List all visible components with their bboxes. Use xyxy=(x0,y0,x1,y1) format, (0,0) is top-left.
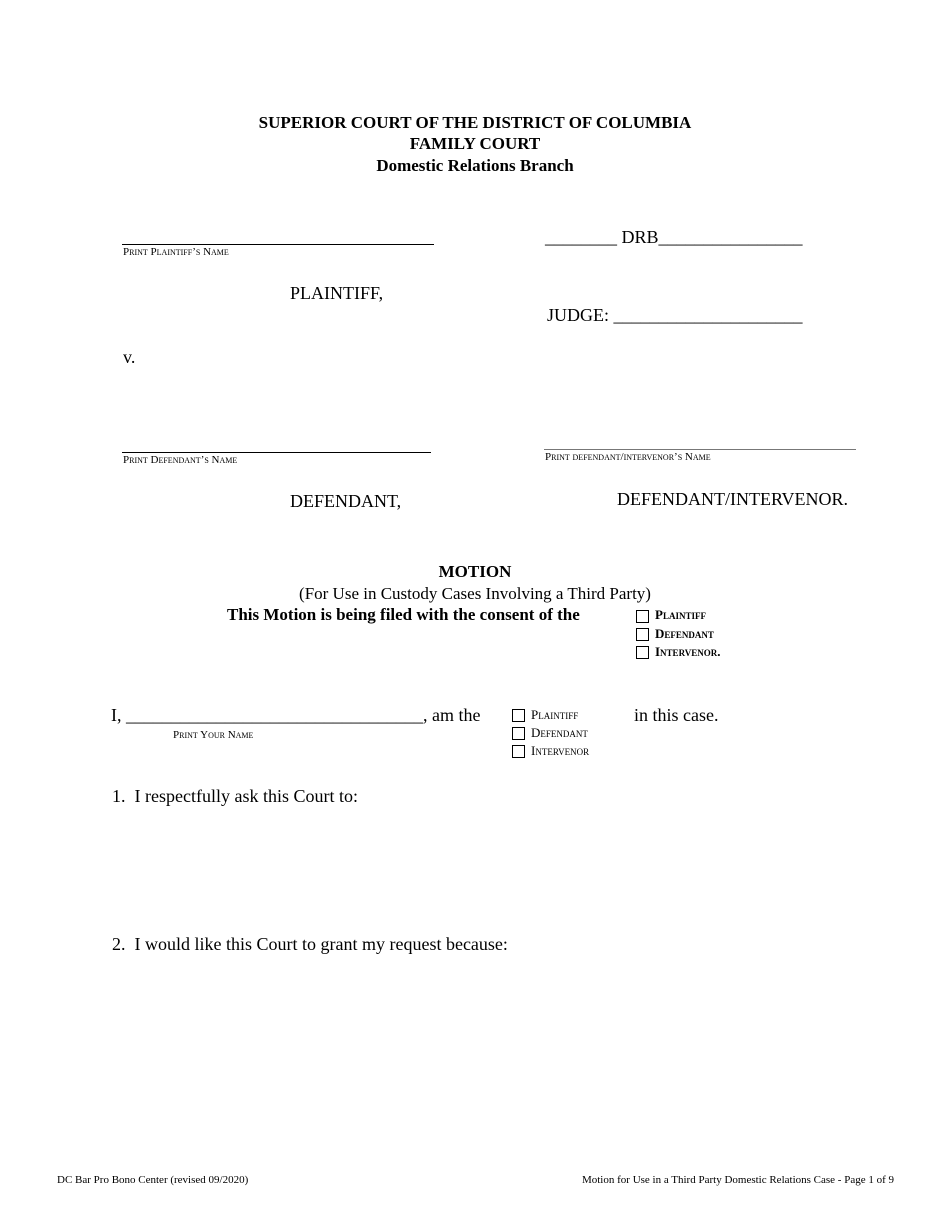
filer-intervenor-checkbox[interactable] xyxy=(512,745,525,758)
filer-prefix: I, xyxy=(111,705,122,725)
plaintiff-name-field[interactable] xyxy=(122,244,434,245)
case-number-field[interactable] xyxy=(545,227,803,248)
intervenor-name-field[interactable] xyxy=(544,449,856,450)
item-2 xyxy=(112,934,508,955)
filer-suffix: in this case. xyxy=(634,705,719,725)
consent-text: This Motion is being filed with the consent of the xyxy=(227,605,580,624)
consent-intervenor-checkbox[interactable] xyxy=(636,646,649,659)
plaintiff-name-label: Print Plaintiff’s Name xyxy=(123,246,229,258)
judge-blank: _____________________ xyxy=(613,305,803,325)
defendant-name-label: Print Defendant’s Name xyxy=(123,454,238,466)
filer-plaintiff-checkbox[interactable] xyxy=(512,709,525,722)
item-2-text: I would like this Court to grant my request because: xyxy=(134,934,508,954)
consent-defendant-checkbox[interactable] xyxy=(636,628,649,641)
item-1-text: I respectfully ask this Court to: xyxy=(134,786,358,806)
case-number-prefix: ________ xyxy=(545,227,617,247)
filer-name-label: Print Your Name xyxy=(173,729,254,741)
footer-right: Motion for Use in a Third Party Domestic Relations Case - Page 1 of 9 xyxy=(581,1174,894,1186)
intervenor-role: DEFENDANT/INTERVENOR. xyxy=(617,489,849,509)
court-name: SUPERIOR COURT OF THE DISTRICT OF COLUMBIA xyxy=(258,113,692,132)
item-1 xyxy=(112,786,358,807)
court-branch: Domestic Relations Branch xyxy=(376,156,574,175)
filer-plaintiff-label: Plaintiff xyxy=(531,707,579,722)
intervenor-name-label: Print defendant/intervenor’s Name xyxy=(545,451,711,463)
consent-plaintiff-checkbox[interactable] xyxy=(636,610,649,623)
filer-intervenor-label: Intervenor xyxy=(531,743,590,758)
item-2-number: 2. xyxy=(112,934,126,954)
motion-subtitle: (For Use in Custody Cases Involving a Third Party) xyxy=(299,584,651,603)
consent-plaintiff-label: Plaintiff xyxy=(655,607,706,622)
consent-defendant-label: Defendant xyxy=(655,626,714,641)
plaintiff-role: PLAINTIFF, xyxy=(290,283,384,303)
filer-am-the: , am the xyxy=(423,705,481,725)
filer-defendant-label: Defendant xyxy=(531,725,588,740)
court-division: FAMILY COURT xyxy=(409,134,541,153)
defendant-name-field[interactable] xyxy=(122,452,431,453)
case-number-suffix: ________________ xyxy=(658,227,803,247)
motion-title: MOTION xyxy=(438,562,512,581)
judge-field[interactable] xyxy=(547,305,803,326)
judge-label: JUDGE: xyxy=(547,305,609,325)
filer-name-field[interactable] xyxy=(111,705,480,726)
footer-left: DC Bar Pro Bono Center (revised 09/2020) xyxy=(57,1174,249,1186)
versus: v. xyxy=(123,347,136,367)
case-number-label: DRB xyxy=(621,227,659,247)
filer-blank: _________________________________ xyxy=(126,705,423,725)
item-1-number: 1. xyxy=(112,786,126,806)
consent-intervenor-label: Intervenor. xyxy=(655,644,721,659)
defendant-role: DEFENDANT, xyxy=(290,491,402,511)
filer-defendant-checkbox[interactable] xyxy=(512,727,525,740)
